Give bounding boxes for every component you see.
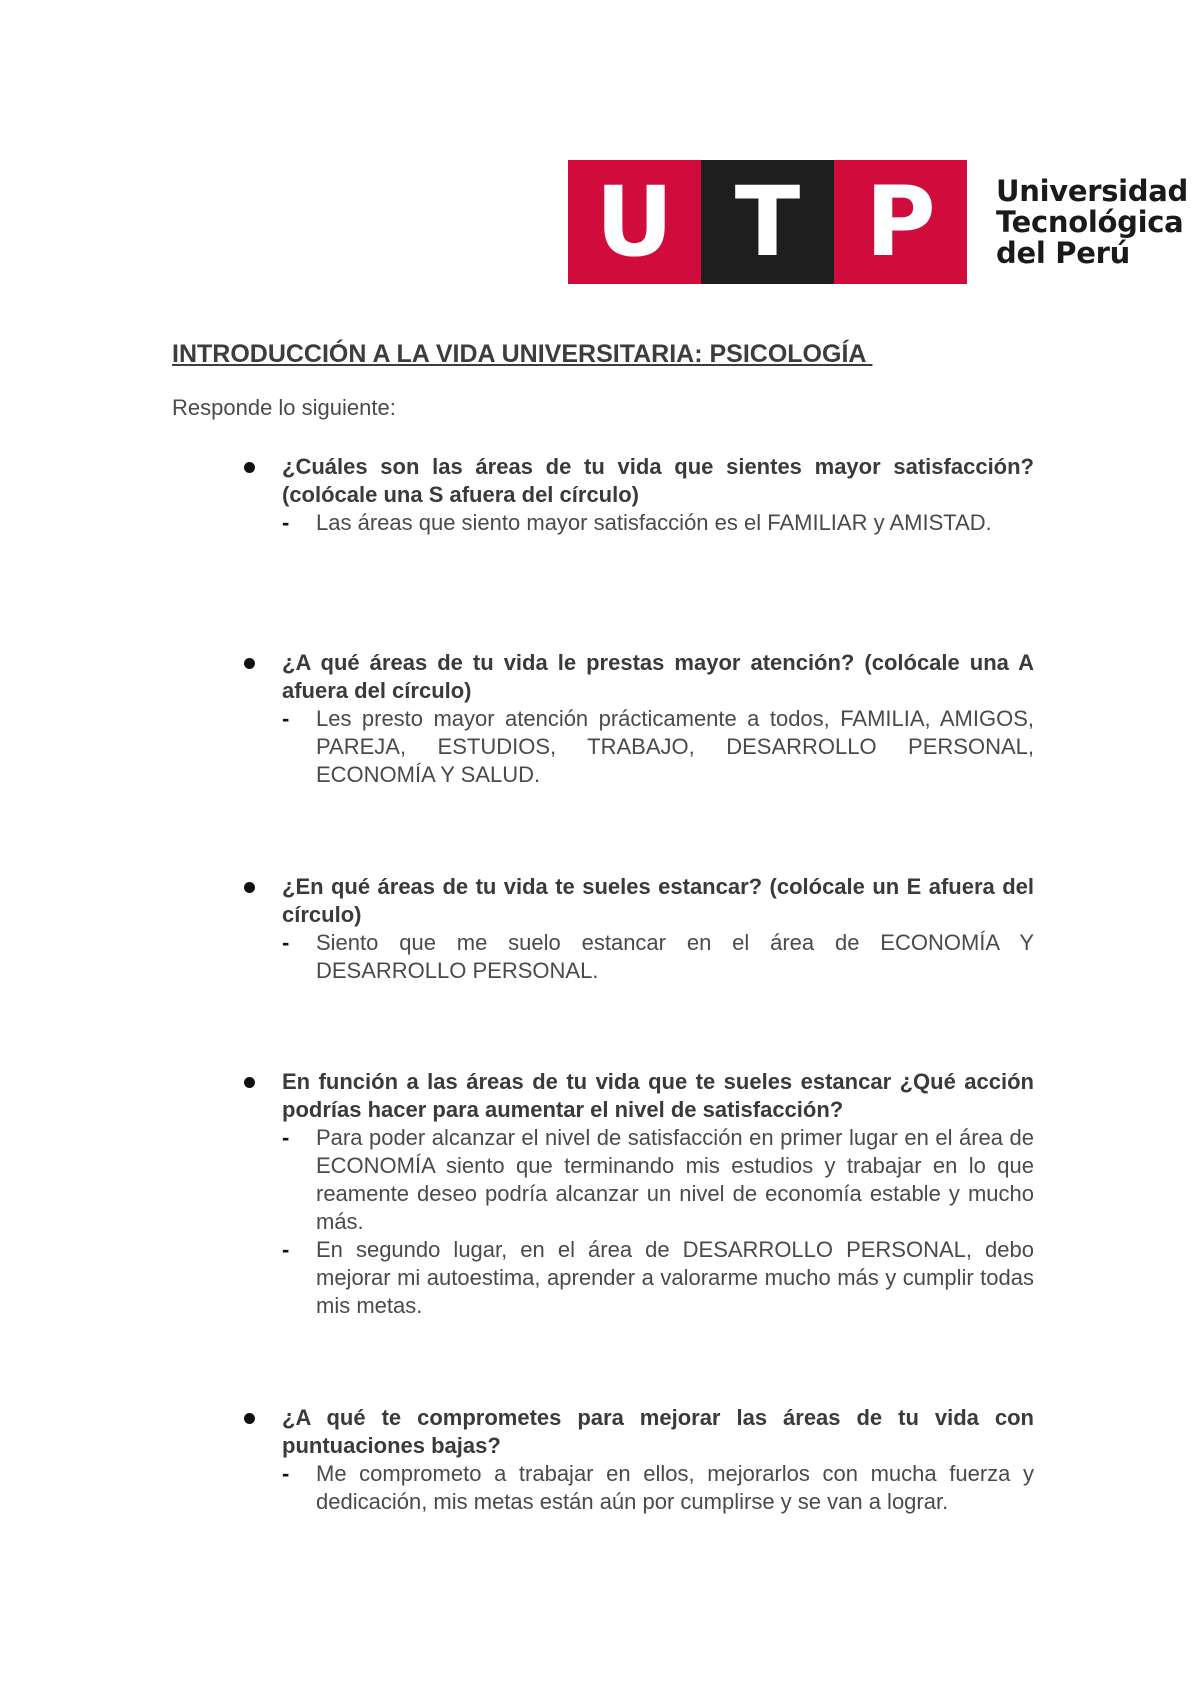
answer-text: Las áreas que siento mayor satisfacción es el FAMILIAR y AMISTAD. xyxy=(316,510,992,535)
dash-icon: - xyxy=(282,1237,290,1262)
question-text: ¿A qué te comprometes para mejorar las áreas de tu vida con puntuaciones bajas? xyxy=(282,1405,1034,1458)
question-text: ¿A qué áreas de tu vida le prestas mayor atención? (colócale una A afuera del círculo) xyxy=(282,650,1034,703)
question-item xyxy=(244,1068,1034,1124)
question-block xyxy=(244,1404,1034,1516)
logo-letter-t: T xyxy=(701,160,834,284)
answer-text: Les presto mayor atención prácticamente a todos, FAMILIA, AMIGOS, PAREJA, ESTUDIOS, TRABAJO, DESARROLLO PERSONAL, ECONOMÍA Y SALUD. xyxy=(316,706,1034,787)
question-item xyxy=(244,873,1034,929)
logo-blocks xyxy=(568,160,967,284)
utp-logo xyxy=(568,160,1188,284)
answer-text: Siento que me suelo estancar en el área de ECONOMÍA Y DESARROLLO PERSONAL. xyxy=(316,930,1034,983)
question-text: ¿En qué áreas de tu vida te sueles estancar? (colócale un E afuera del círculo) xyxy=(282,874,1034,927)
answer-item xyxy=(244,929,1034,985)
logo-name-line: Tecnológica xyxy=(996,205,1184,239)
question-block xyxy=(244,873,1034,985)
question-block xyxy=(244,649,1034,789)
dash-icon: - xyxy=(282,930,290,955)
answer-text: Para poder alcanzar el nivel de satisfacción en primer lugar en el área de ECONOMÍA siento que terminando mis estudios y trabajar en lo que reamente deseo podría alcanzar un nivel de economía estable y mucho más. xyxy=(316,1125,1034,1234)
logo-university-name xyxy=(996,176,1188,269)
question-item xyxy=(244,1404,1034,1460)
logo-letter-p: P xyxy=(834,160,967,284)
question-item xyxy=(244,453,1034,509)
answer-item xyxy=(244,1124,1034,1236)
logo-name-line: Universidad xyxy=(996,174,1188,208)
bullet-icon xyxy=(244,462,255,473)
bullet-icon xyxy=(244,1077,255,1088)
dash-icon: - xyxy=(282,1125,290,1150)
logo-name-line: del Perú xyxy=(996,236,1130,270)
answer-item xyxy=(244,705,1034,789)
answer-item xyxy=(244,1236,1034,1320)
question-item xyxy=(244,649,1034,705)
answer-text: Me comprometo a trabajar en ellos, mejorarlos con mucha fuerza y dedicación, mis metas están aún por cumplirse y se van a lograr. xyxy=(316,1461,1034,1514)
dash-icon: - xyxy=(282,510,290,535)
dash-icon: - xyxy=(282,706,290,731)
answer-text: En segundo lugar, en el área de DESARROLLO PERSONAL, debo mejorar mi autoestima, aprender a valorarme mucho más y cumplir todas mis metas. xyxy=(316,1237,1034,1318)
bullet-icon xyxy=(244,882,255,893)
bullet-icon xyxy=(244,658,255,669)
question-text: ¿Cuáles son las áreas de tu vida que sientes mayor satisfacción? (colócale una S afuera del círculo) xyxy=(282,454,1034,507)
question-text: En función a las áreas de tu vida que te sueles estancar ¿Qué acción podrías hacer para aumentar el nivel de satisfacción? xyxy=(282,1069,1034,1122)
logo-letter-u: U xyxy=(568,160,701,284)
answer-item xyxy=(244,1460,1034,1516)
intro-text: Responde lo siguiente: xyxy=(172,395,396,420)
bullet-icon xyxy=(244,1413,255,1424)
dash-icon: - xyxy=(282,1461,290,1486)
question-block xyxy=(244,453,1034,537)
document-title: INTRODUCCIÓN A LA VIDA UNIVERSITARIA: PSICOLOGÍA xyxy=(172,340,873,368)
answer-item xyxy=(244,509,1034,537)
question-block xyxy=(244,1068,1034,1320)
